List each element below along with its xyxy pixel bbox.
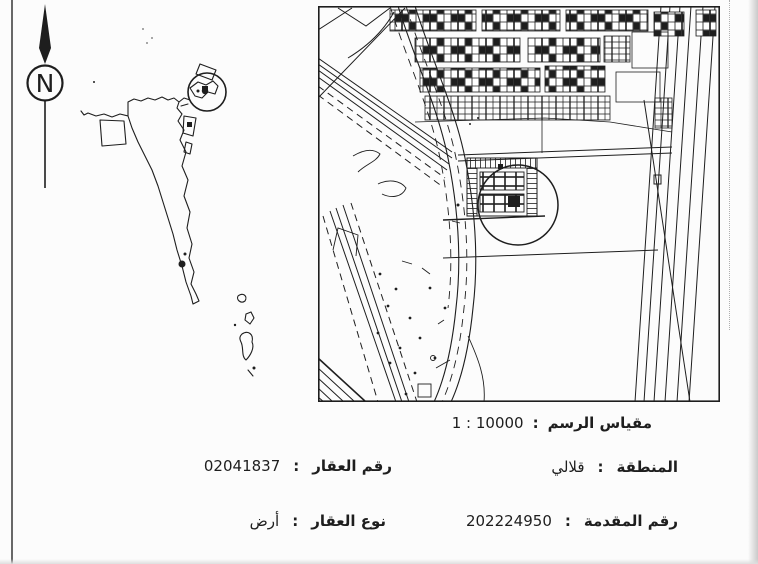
area-label: المنطقة [616, 458, 678, 476]
urban-blocks [390, 10, 716, 153]
scan-fold-line [729, 0, 730, 330]
sitra-island [183, 116, 196, 154]
dust-speck [151, 37, 153, 39]
scan-left-border [11, 0, 13, 564]
colon: : [532, 414, 539, 432]
application-number-label: رقم المقدمة [583, 512, 678, 530]
bahrain-locator-map [78, 58, 290, 380]
west-arm-parcel [100, 120, 126, 146]
colon: : [597, 458, 604, 476]
north-arrow-needle [39, 4, 51, 64]
west-arm [81, 111, 128, 117]
cadastral-detail-map [318, 6, 720, 402]
main-island-outline [128, 97, 199, 304]
locator-site-dot [202, 88, 208, 94]
scale-field [452, 414, 652, 432]
north-label: N [35, 69, 55, 98]
scatter-dots [377, 117, 479, 395]
application-number-field [466, 512, 678, 530]
main-road [390, 6, 476, 402]
causeway [179, 98, 190, 106]
urban-mark [197, 90, 200, 93]
hawar-islands [238, 294, 254, 376]
scale-value: 1 : 10000 [451, 414, 524, 432]
south-blob [184, 253, 187, 256]
property-type-value: أرض [249, 512, 280, 530]
dust-speck [146, 42, 148, 44]
scan-right-shadow [748, 0, 758, 564]
area-field [551, 458, 678, 476]
colon: : [564, 512, 571, 530]
islet-dot [93, 81, 95, 83]
airport-island [196, 64, 216, 80]
highway-east [635, 6, 715, 402]
application-number-value: 202224950 [465, 512, 552, 530]
property-type-label: نوع العقار [311, 512, 386, 530]
property-type-field [250, 512, 386, 530]
islet-dot [234, 324, 236, 326]
parcel-number-label: رقم العقار [312, 457, 392, 475]
colon: : [292, 512, 299, 530]
urban-mark [187, 122, 192, 127]
north-arrow-icon [22, 2, 68, 190]
parcel-number-value: 02041837 [203, 457, 281, 475]
parcel-number-field [204, 457, 392, 475]
terrain-features [333, 150, 484, 402]
colon: : [293, 457, 300, 475]
subject-parcel-marker [508, 196, 520, 207]
islet-dot [253, 367, 256, 370]
dust-speck [142, 28, 144, 30]
scan-bottom-shadow [0, 559, 758, 564]
south-blob [179, 261, 186, 268]
scale-label: مقياس الرسم [547, 414, 652, 432]
area-value: قلالي [551, 458, 585, 476]
road-band-southwest [318, 203, 417, 402]
